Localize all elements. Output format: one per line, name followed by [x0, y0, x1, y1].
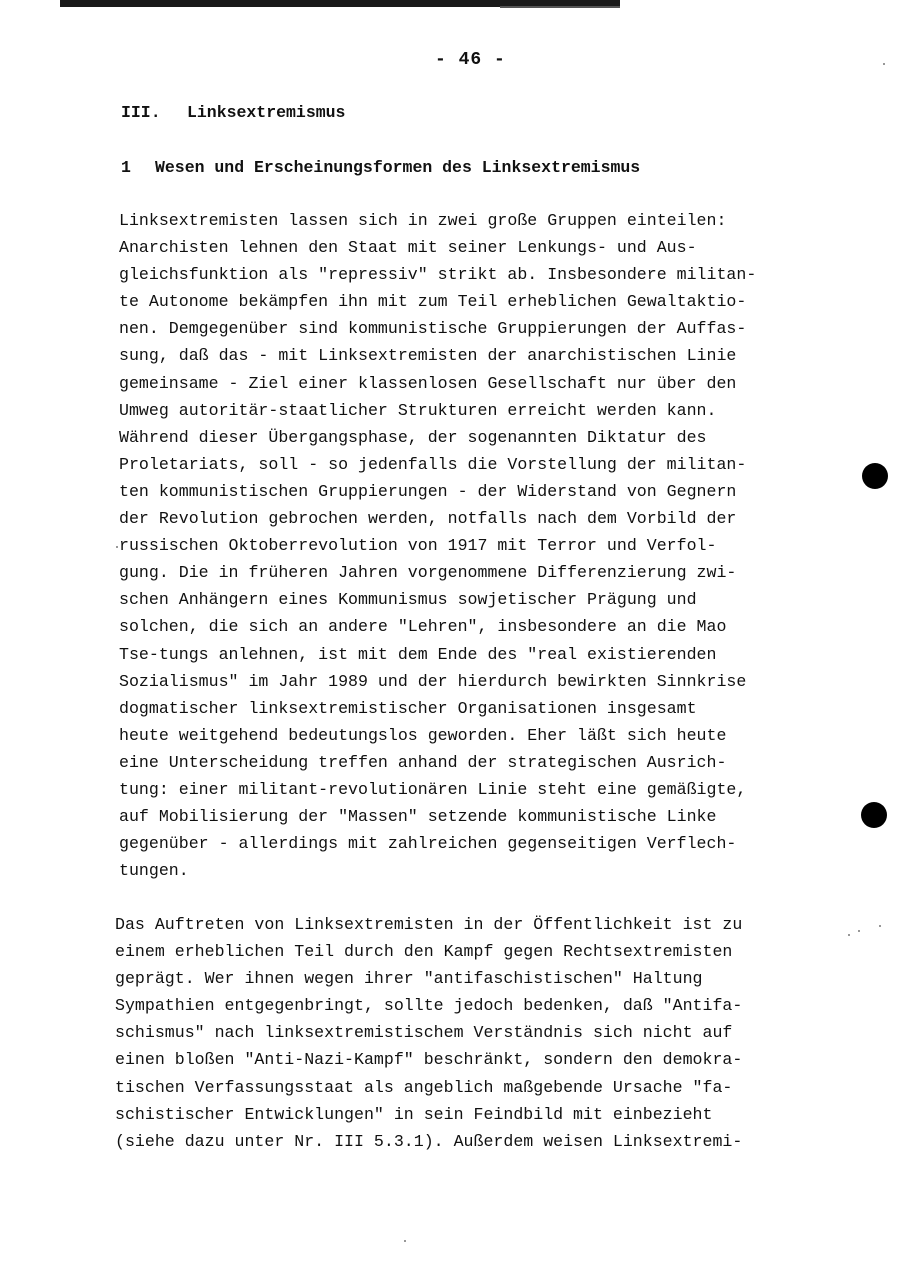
text-line: schismus" nach linksextremistischem Verständnis sich nicht auf — [115, 1023, 733, 1043]
scan-speck — [883, 63, 885, 65]
body-paragraph-2 — [115, 911, 742, 1155]
text-line: russischen Oktoberrevolution von 1917 mit Terror und Verfol- — [119, 536, 717, 556]
section-number: 1 — [121, 158, 131, 177]
text-line: nen. Demgegenüber sind kommunistische Gruppierungen der Auffas- — [119, 319, 747, 339]
text-line: schen Anhängern eines Kommunismus sowjetischer Prägung und — [119, 590, 697, 610]
text-line: geprägt. Wer ihnen wegen ihrer "antifaschistischen" Haltung — [115, 969, 703, 989]
text-line: dogmatischer linksextremistischer Organisationen insgesamt — [119, 698, 697, 718]
text-line: tung: einer militant-revolutionären Linie steht eine gemäßigte, — [119, 779, 747, 799]
text-line: gegenüber - allerdings mit zahlreichen gegenseitigen Verflech- — [119, 834, 737, 854]
text-line: tischen Verfassungsstaat als angeblich maßgebende Ursache "fa- — [115, 1077, 733, 1097]
text-line: Tse-tungs anlehnen, ist mit dem Ende des "real existierenden — [119, 644, 717, 664]
text-line: tungen. — [119, 861, 189, 881]
text-line: schistischer Entwicklungen" in sein Feindbild mit einbezieht — [115, 1104, 713, 1124]
text-line: Während dieser Übergangsphase, der sogenannten Diktatur des — [119, 427, 707, 447]
chapter-heading — [121, 103, 345, 122]
text-line: auf Mobilisierung der "Massen" setzende kommunistische Linke — [119, 807, 717, 827]
section-heading — [121, 158, 640, 177]
body-paragraph-1 — [119, 207, 756, 884]
text-line: Linksextremisten lassen sich in zwei große Gruppen einteilen: — [119, 211, 727, 230]
text-line: Sympathien entgegenbringt, sollte jedoch bedenken, daß "Antifa- — [115, 996, 743, 1016]
text-line: ten kommunistischen Gruppierungen - der Widerstand von Gegnern — [119, 481, 737, 501]
page-number: - 46 - — [435, 50, 506, 70]
text-line: sung, daß das - mit Linksextremisten der anarchistischen Linie — [119, 346, 737, 366]
text-line: einen bloßen "Anti-Nazi-Kampf" beschränkt, sondern den demokra- — [115, 1050, 743, 1070]
scan-speck — [858, 930, 860, 932]
text-line: der Revolution gebrochen werden, notfalls nach dem Vorbild der — [119, 509, 737, 529]
text-line: Umweg autoritär-staatlicher Strukturen erreicht werden kann. — [119, 400, 717, 420]
scan-speck — [879, 925, 881, 927]
chapter-number: III. — [121, 103, 161, 122]
text-line: eine Unterscheidung treffen anhand der strategischen Ausrich- — [119, 752, 727, 772]
margin-dot-marker — [861, 802, 887, 828]
text-line: te Autonome bekämpfen ihn mit zum Teil erheblichen Gewaltaktio- — [119, 292, 747, 312]
section-title: Wesen und Erscheinungsformen des Linksextremismus — [155, 158, 641, 177]
text-line: Proletariats, soll - so jedenfalls die Vorstellung der militan- — [119, 454, 747, 474]
text-line: Anarchisten lehnen den Staat mit seiner Lenkungs- und Aus- — [119, 238, 697, 258]
chapter-title: Linksextremismus — [187, 103, 346, 122]
text-line: Das Auftreten von Linksextremisten in der Öffentlichkeit ist zu — [115, 915, 743, 934]
scan-speck — [116, 546, 118, 548]
text-line: gung. Die in früheren Jahren vorgenommene Differenzierung zwi- — [119, 563, 737, 583]
text-line: heute weitgehend bedeutungslos geworden. Eher läßt sich heute — [119, 725, 727, 745]
scan-speck — [848, 934, 850, 936]
margin-dot-marker — [862, 463, 888, 489]
text-line: gleichsfunktion als "repressiv" strikt ab. Insbesondere militan- — [119, 265, 757, 285]
text-line: gemeinsame - Ziel einer klassenlosen Gesellschaft nur über den — [119, 373, 737, 393]
top-border-rule-tail — [500, 6, 620, 8]
text-line: solchen, die sich an andere "Lehren", insbesondere an die Mao — [119, 617, 727, 637]
text-line: einem erheblichen Teil durch den Kampf gegen Rechtsextremisten — [115, 942, 733, 962]
text-line: (siehe dazu unter Nr. III 5.3.1). Außerdem weisen Linksextremi- — [115, 1131, 743, 1151]
text-line: Sozialismus" im Jahr 1989 und der hierdurch bewirkten Sinnkrise — [119, 671, 747, 691]
scan-speck — [404, 1240, 406, 1242]
